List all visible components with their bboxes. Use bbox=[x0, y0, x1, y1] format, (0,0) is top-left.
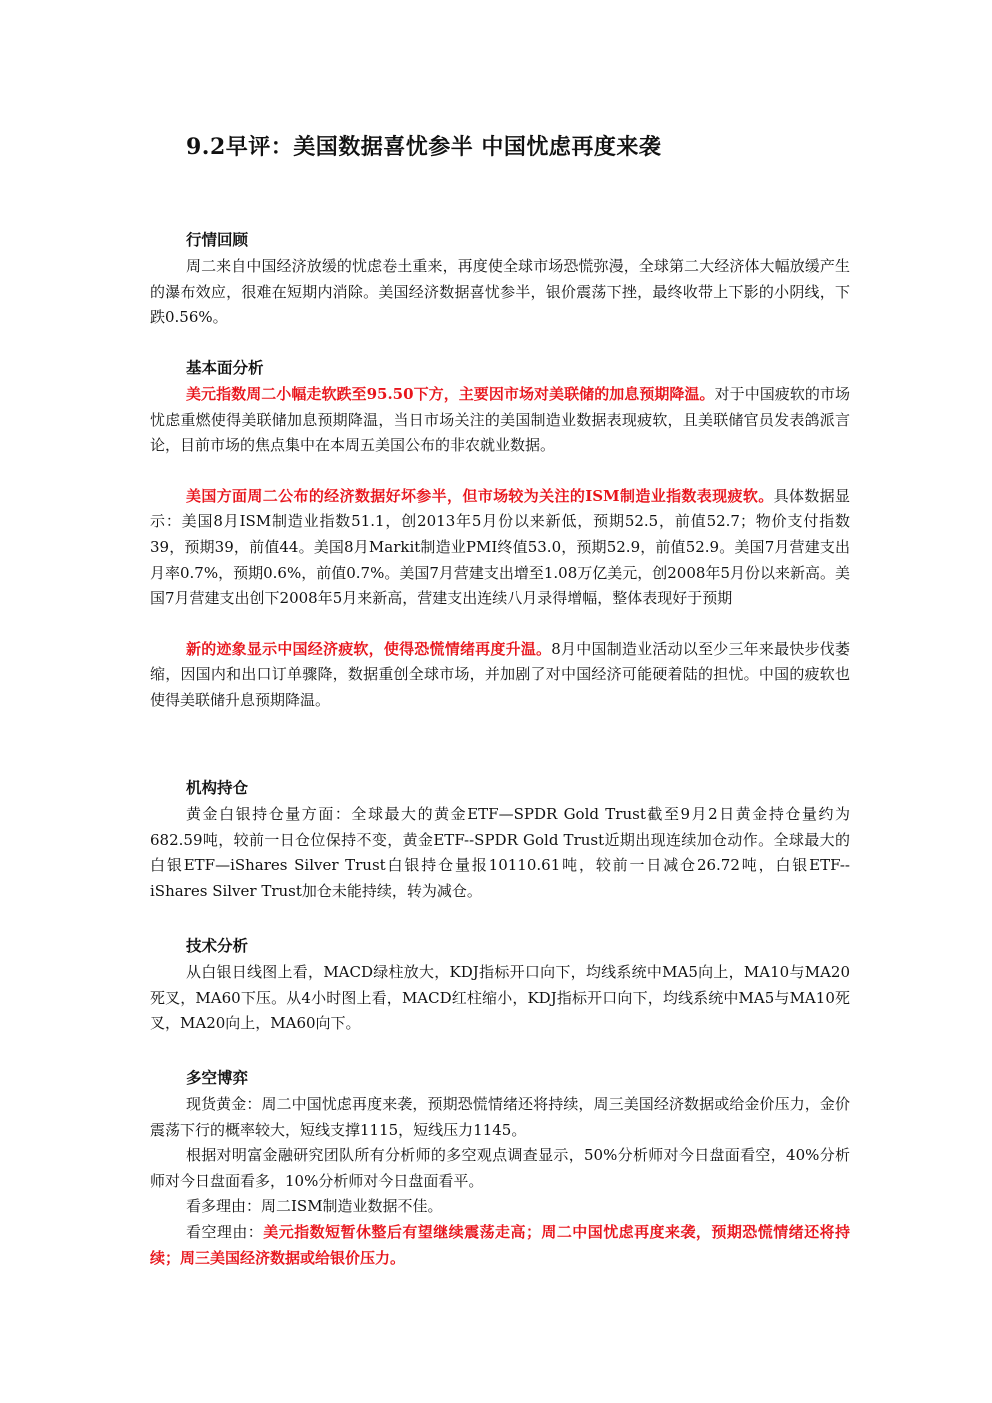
paragraph bbox=[150, 382, 850, 459]
paragraph bbox=[150, 484, 850, 612]
section-heading: 多空博弈 bbox=[186, 1068, 249, 1087]
highlight-text: 美元指数周二小幅走软跌至95.50下方，主要因市场对美联储的加息预期降温。 bbox=[186, 385, 715, 403]
paragraph: 周二来自中国经济放缓的忧虑卷土重来，再度使全球市场恐慌弥漫，全球第二大经济体大幅放缓产生的瀑布效应，很难在短期内消除。美国经济数据喜忧参半，银价震荡下挫，最终收带上下影的小阴线，下跌0.56%。 bbox=[150, 257, 850, 327]
highlight-text: 新的迹象显示中国经济疲软，使得恐慌情绪再度升温。 bbox=[186, 639, 552, 658]
paragraph: 从白银日线图上看，MACD绿柱放大，KDJ指标开口向下，均线系统中MA5向上，MA10与MA20死叉，MA60下压。从4小时图上看，MACD红柱缩小，KDJ指标开口向下，均线系统中MA5与MA10死叉，MA20向上，MA60向下。 bbox=[150, 963, 850, 1033]
section-institutional-positions bbox=[150, 776, 850, 904]
section-heading: 技术分析 bbox=[186, 936, 249, 955]
section-fundamental-analysis bbox=[150, 356, 850, 714]
highlight-text: 美元指数短暂休整后有望继续震荡走高；周二中国忧虑再度来袭，预期恐慌情绪还将持续；周三美国经济数据或给银价压力。 bbox=[150, 1222, 850, 1267]
paragraph: 黄金白银持仓量方面：全球最大的黄金ETF—SPDR Gold Trust截至9月2日黄金持仓量约为682.59吨，较前一日仓位保持不变，黄金ETF--SPDR Gold Trust近期出现连续加仓动作。全球最大的白银ETF—iShares Silver Trust白银持仓量报10110.61吨，较前一日减仓26.72吨，白银ETF--iShares Silver Trust加仓未能持续，转为减仓。 bbox=[150, 805, 850, 900]
section-heading: 基本面分析 bbox=[186, 358, 264, 377]
section-technical-analysis bbox=[150, 934, 850, 1037]
section-heading: 行情回顾 bbox=[186, 230, 249, 249]
highlight-text: 美国方面周二公布的经济数据好坏参半，但市场较为关注的ISM制造业指数表现疲软。 bbox=[186, 486, 774, 505]
paragraph: 根据对明富金融研究团队所有分析师的多空观点调查显示，50%分析师对今日盘面看空，40%分析师对今日盘面看多，10%分析师对今日盘面看平。 bbox=[150, 1146, 850, 1190]
body-text: 看空理由： bbox=[186, 1222, 264, 1241]
section-long-short-game bbox=[150, 1066, 850, 1271]
body-text: 对于中国疲软的市场忧虑重燃使得美联储加息预期降温，当日市场关注的美国制造业数据表现疲软，且美联储官员发表鸽派言论，目前市场的焦点集中在本周五美国公布的非农就业数据。 bbox=[150, 385, 850, 455]
paragraph: 现货黄金：周二中国忧虑再度来袭，预期恐慌情绪还将持续，周三美国经济数据或给金价压力，金价震荡下行的概率较大，短线支撑1115，短线压力1145。 bbox=[150, 1095, 850, 1139]
page-title: 9.2早评：美国数据喜忧参半 中国忧虑再度来袭 bbox=[186, 134, 662, 160]
paragraph: 看多理由：周二ISM制造业数据不佳。 bbox=[186, 1197, 443, 1216]
section-market-review bbox=[150, 228, 850, 331]
paragraph bbox=[150, 1220, 850, 1271]
body-text: 8月中国制造业活动以至少三年来最快步伐萎缩，因国内和出口订单骤降，数据重创全球市场，并加剧了对中国经济可能硬着陆的担忧。中国的疲软也使得美联储升息预期降温。 bbox=[150, 639, 850, 709]
body-text: 具体数据显示：美国8月ISM制造业指数51.1，创2013年5月份以来新低，预期52.5，前值52.7；物价支付指数39，预期39，前值44。美国8月Markit制造业PMI终值53.0，预期52.9，前值52.9。美国7月营建支出月率0.7%，预期0.6%，前值0.7%。美国7月营建支出增至1.08万亿美元，创2008年5月份以来新高。美国7月营建支出创下2008年5月来新高，营建支出连续八月录得增幅，整体表现好于预期 bbox=[150, 486, 850, 608]
paragraph bbox=[150, 637, 850, 714]
section-heading: 机构持仓 bbox=[186, 778, 249, 797]
